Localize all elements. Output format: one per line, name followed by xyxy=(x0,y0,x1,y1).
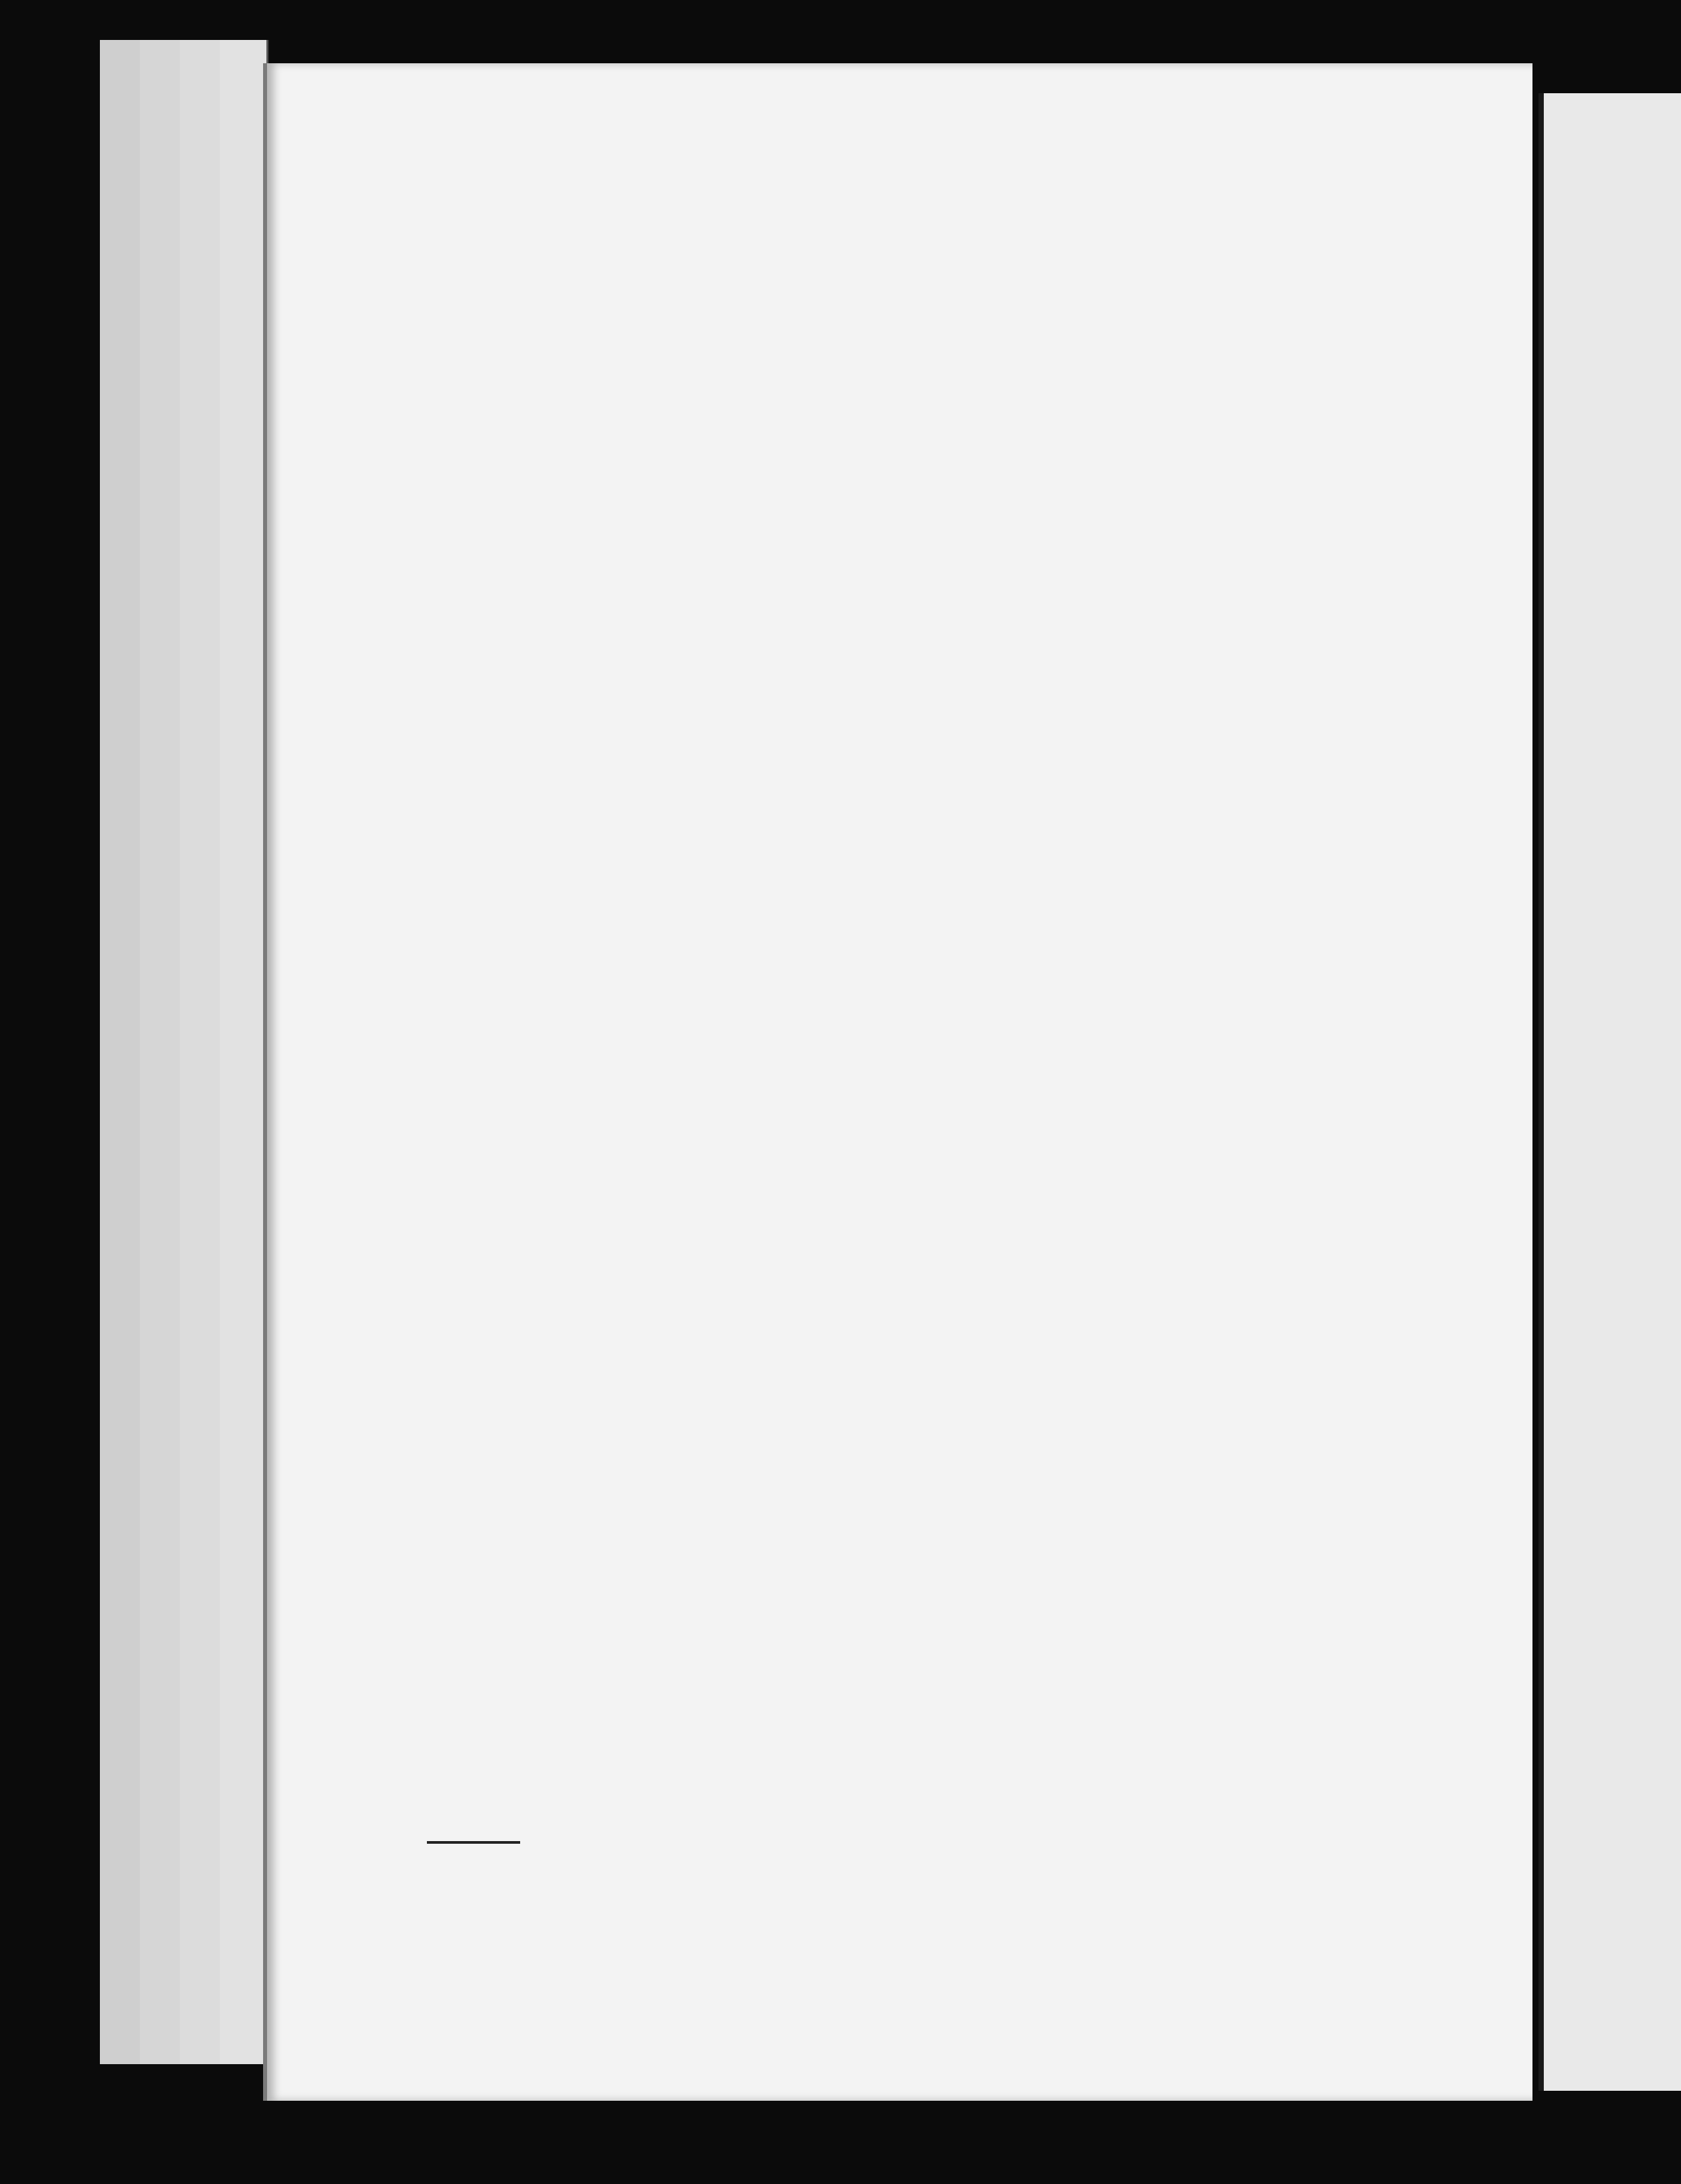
book-edge xyxy=(100,40,142,2064)
book-edge xyxy=(220,40,268,2064)
footnote-rule xyxy=(427,1841,520,1844)
book-edge xyxy=(180,40,222,2064)
facing-page xyxy=(1538,93,1681,2091)
book-page xyxy=(263,63,1532,2101)
book-edge xyxy=(140,40,182,2064)
